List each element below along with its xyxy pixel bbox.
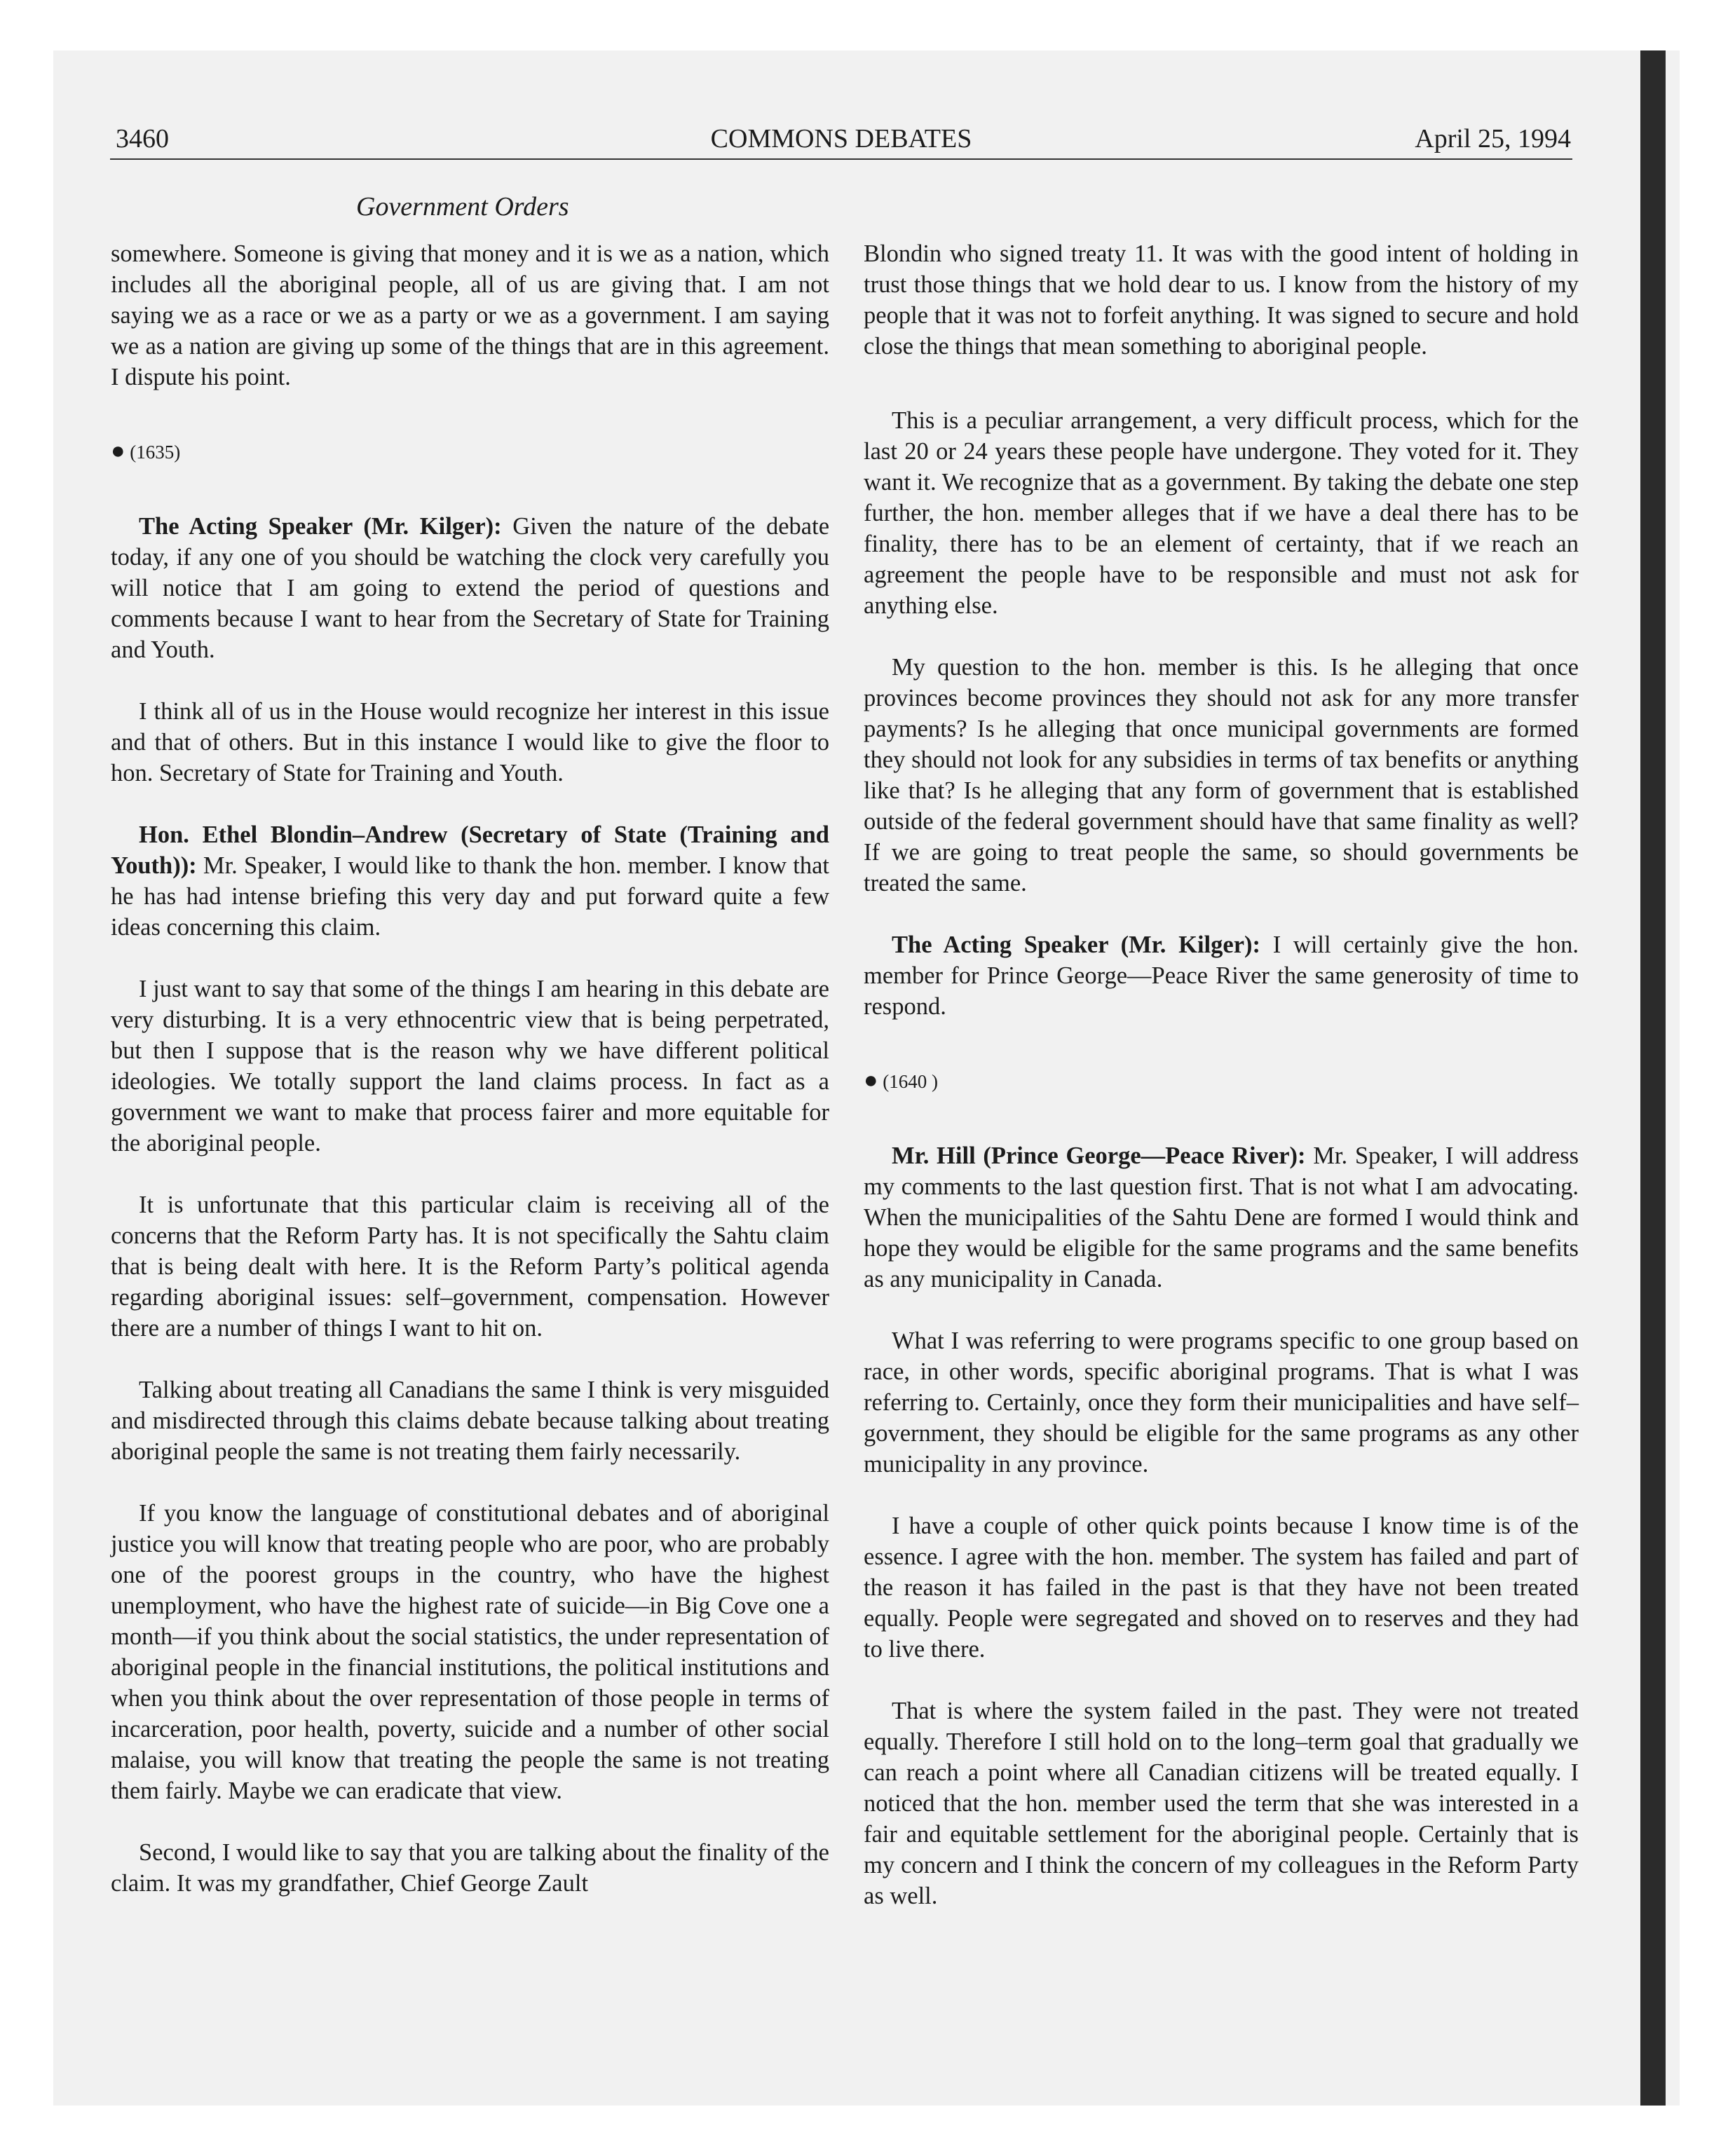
paragraph	[111, 511, 829, 665]
paragraph: My question to the hon. member is this. Is he alleging that once provinces become provinces they should not ask for any more transfer payments? Is he alleging that once municipal governments are formed they should not look for any subsidies in terms of tax benefits or anything like that? Is he alleging that any form of government that is established outside of the federal government should have that same finality as well? If we are going to treat people the same, so should governments be treated the same.	[864, 654, 1579, 896]
page-header	[110, 118, 1572, 160]
paragraph: I have a couple of other quick points because I know time is of the essence. I agree with the hon. member. The system has failed and part of the reason it has failed in the past is that they have not been treated equally. People were segregated and shoved on to reserves and they had to live there.	[864, 1513, 1579, 1663]
speech-text: Mr. Speaker, I will address my comments to the last question first. That is not what I am advocating. When the municipalities of the Sahtu Dene are formed I would think and hope they would be eligible for the same programs and the same benefits as any municipality in Canada.	[864, 1142, 1579, 1292]
time-marker-label: (1640 )	[883, 1071, 939, 1092]
speaker-name: The Acting Speaker (Mr. Kilger):	[139, 513, 502, 540]
page-number: 3460	[116, 124, 169, 153]
speech-text: I will certainly give the hon. member for Prince George—Peace River the same generosity of time to respond.	[864, 932, 1579, 1020]
paragraph: Talking about treating all Canadians the same I think is very misguided and misdirected through this claims debate because talking about treating aboriginal people the same is not treating them fairly necessarily.	[111, 1377, 829, 1465]
speaker-name: The Acting Speaker (Mr. Kilger):	[892, 932, 1260, 958]
right-column	[864, 238, 1579, 1911]
left-column	[111, 238, 829, 1899]
paragraph: I just want to say that some of the things I am hearing in this debate are very disturbing. It is a very ethnocentric view that is being perpetrated, but then I suppose that is the reason why we have different political ideologies. We totally support the land claims process. In fact as a government we want to make that process fairer and more equitable for the aboriginal people.	[111, 976, 829, 1157]
speaker-name: Mr. Hill (Prince George—Peace River):	[892, 1142, 1306, 1169]
publication-title: COMMONS DEBATES	[710, 124, 972, 153]
paragraph	[864, 1140, 1579, 1295]
paragraph	[864, 929, 1579, 1022]
speech-text: Given the nature of the debate today, if any one of you should be watching the clock very carefully you will notice that I am going to extend the period of questions and comments because I want to hear from the Secretary of State for Training and Youth.	[111, 513, 830, 663]
paragraph: Second, I would like to say that you are talking about the finality of the claim. It was my grandfather, Chief George Zault	[111, 1839, 829, 1897]
paragraph: If you know the language of constitutional debates and of aboriginal justice you will know that treating people who are poor, who are probably one of the poorest groups in the country, who have the highest unemployment, who have the highest rate of suicide—in Big Cove one a month—if you think about the social statistics, the under representation of aboriginal people in the financial institutions, the political institutions and when you think about the over representation of those people in terms of incarceration, poor health, poverty, suicide and a number of other social malaise, you will know that treating the people the same is not treating them fairly. Maybe we can eradicate that view.	[111, 1500, 829, 1804]
bullet-icon: ●	[111, 438, 125, 464]
paragraph	[111, 819, 829, 943]
header-rule	[110, 158, 1572, 160]
paragraph: somewhere. Someone is giving that money and it is we as a nation, which includes all the aboriginal people, all of us are giving that. I am not saying we as a race or we as a party or we as a government. I am saying we as a nation are giving up some of the things that are in this agreement. I dispute his point.	[111, 240, 829, 390]
scan-edge-bar	[1640, 50, 1666, 2106]
paragraph: This is a peculiar arrangement, a very difficult process, which for the last 20 or 24 years these people have undergone. They voted for it. They want it. We recognize that as a government. By taking the debate one step further, the hon. member alleges that if we have a deal there has to be finality, there has to be an element of certainty, that if we reach an agreement the people have to be responsible and must not ask for anything else.	[864, 407, 1579, 619]
publication-date: April 25, 1994	[1415, 124, 1571, 153]
time-marker	[111, 436, 829, 468]
paragraph: It is unfortunate that this particular claim is receiving all of the concerns that the Reform Party has. It is not specifically the Sahtu claim that is being dealt with here. It is the Reform Party’s political agenda regarding aboriginal issues: self–government, compensation. However there are a number of things I want to hit on.	[111, 1192, 829, 1342]
paragraph: That is where the system failed in the past. They were not treated equally. Therefore I still hold on to the long–term goal that gradually we can reach a point where all Canadian citizens will be treated equally. I noticed that the hon. member used the term that she was interested in a fair and equitable settlement for the aboriginal people. Certainly that is my concern and I think the concern of my colleagues in the Reform Party as well.	[864, 1698, 1579, 1909]
time-marker-label: (1635)	[130, 442, 181, 463]
paragraph: I think all of us in the House would recognize her interest in this issue and that of others. But in this instance I would like to give the floor to hon. Secretary of State for Training and Youth.	[111, 698, 829, 786]
section-heading: Government Orders	[356, 192, 569, 221]
bullet-icon: ●	[864, 1067, 878, 1093]
speech-text: Mr. Speaker, I would like to thank the hon. member. I know that he has had intense briefing this very day and put forward quite a few ideas concerning this claim.	[111, 852, 829, 941]
speaker-name: Hon. Ethel Blondin–Andrew (Secretary of State (Training and Youth)):	[111, 821, 829, 879]
paragraph: What I was referring to were programs specific to one group based on race, in other words, specific aboriginal programs. That is what I was referring to. Certainly, once they form their municipalities and have self–government, they should be eligible for the same programs as any other municipality in any province.	[864, 1328, 1579, 1478]
time-marker	[864, 1065, 1579, 1097]
paragraph: Blondin who signed treaty 11. It was with the good intent of holding in trust those things that we hold dear to us. I know from the history of my people that it was not to forfeit anything. It was signed to secure and hold close the things that mean something to aboriginal people.	[864, 240, 1579, 360]
